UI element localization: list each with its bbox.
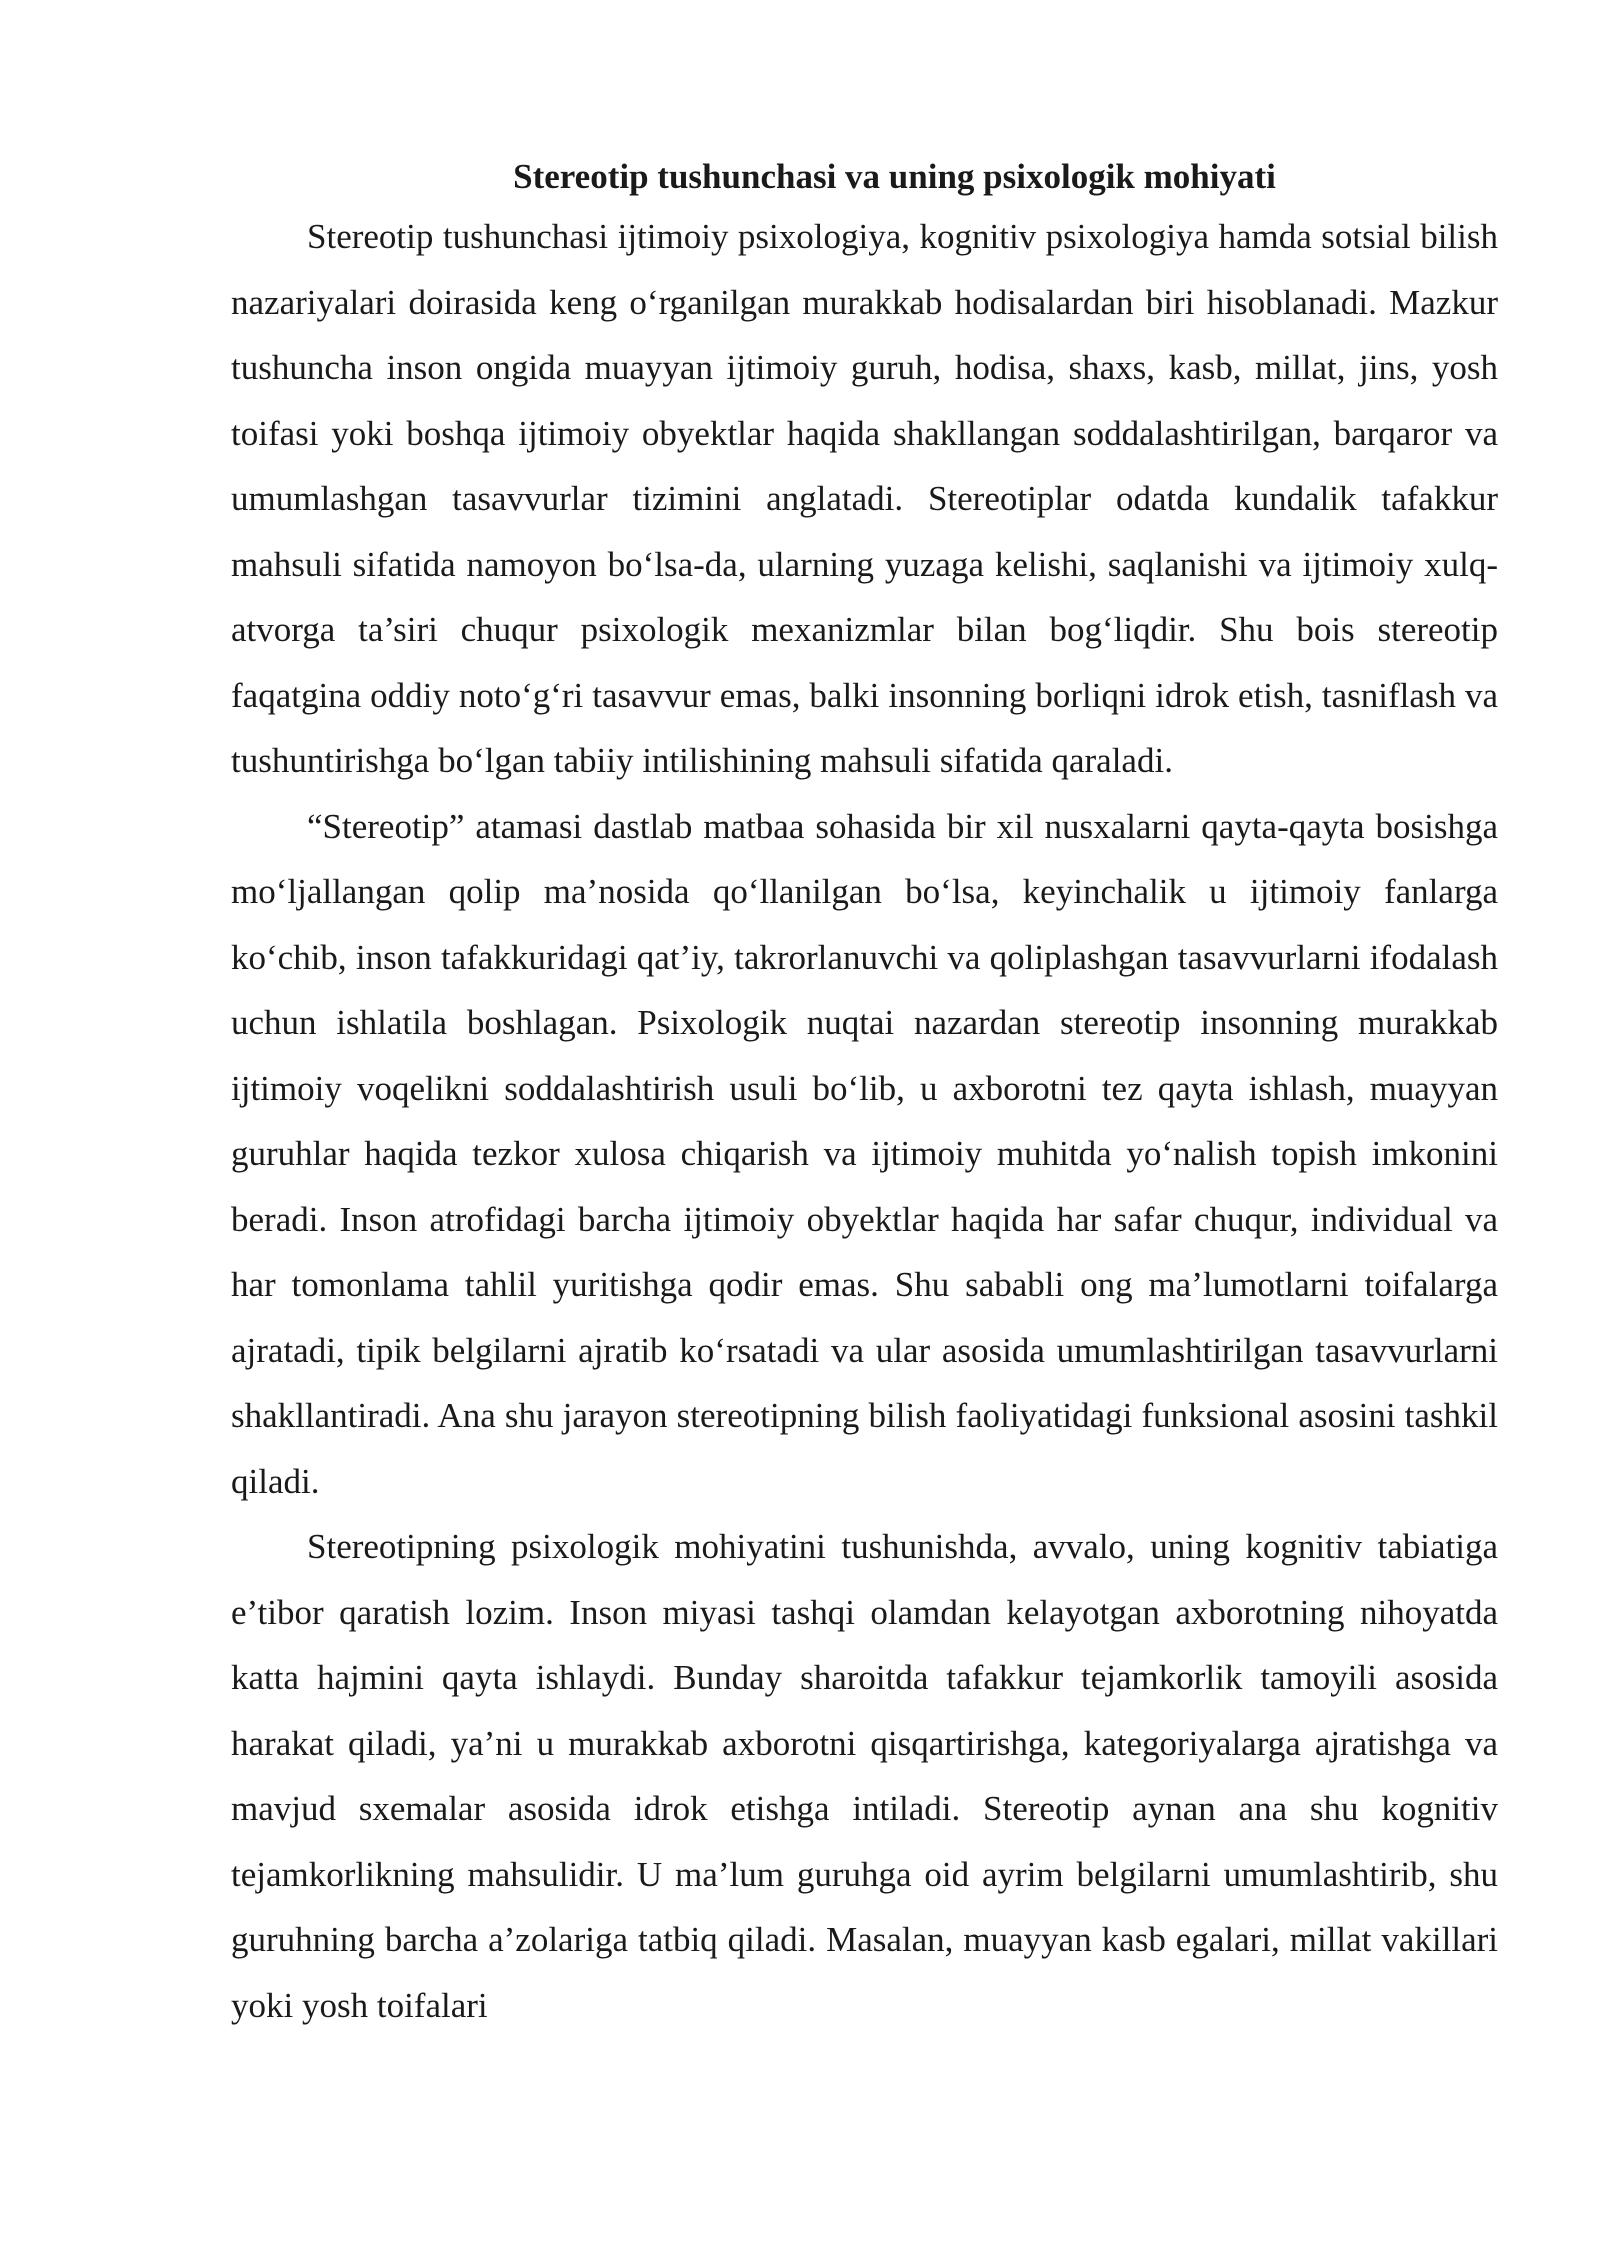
paragraph-2: “Stereotip” atamasi dastlab matbaa sohasida bir xil nusxalarni qayta-qayta bosishga mo‘ljallangan qolip ma’nosida qo‘llanilgan bo‘lsa, keyinchalik u ijtimoiy fanlarga ko‘chib, inson tafakkuridagi qat’iy, takrorlanuvchi va qoliplashgan tasavvurlarni ifodalash uchun ishlatila boshlagan. Psixologik nuqtai nazardan stereotip insonning murakkab ijtimoiy voqelikni soddalashtirish usuli bo‘lib, u axborotni tez qayta ishlash, muayyan guruhlar haqida tezkor xulosa chiqarish va ijtimoiy muhitda yo‘nalish topish imkonini beradi. Inson atrofidagi barcha ijtimoiy obyektlar haqida har safar chuqur, individual va har tomonlama tahlil yuritishga qodir emas. Shu sababli ong ma’lumotlarni toifalarga ajratadi, tipik belgilarni ajratib ko‘rsatadi va ular asosida umumlashtirilgan tasavvurlarni shakllantiradi. Ana shu jarayon stereotipning bilish faoliyatidagi funksional asosini tashkil qiladi. xyxy=(231,806,1498,1501)
document-page xyxy=(231,150,1498,2038)
paragraph-3: Stereotipning psixologik mohiyatini tushunishda, avvalo, uning kognitiv tabiatiga e’tibor qaratish lozim. Inson miyasi tashqi olamdan kelayotgan axborotning nihoyatda katta hajmini qayta ishlaydi. Bunday sharoitda tafakkur tejamkorlik tamoyili asosida harakat qiladi, ya’ni u murakkab axborotni qisqartirishga, kategoriyalarga ajratishga va mavjud sxemalar asosida idrok etishga intiladi. Stereotip aynan ana shu kognitiv tejamkorlikning mahsulidir. U ma’lum guruhga oid ayrim belgilarni umumlashtirib, shu guruhning barcha a’zolariga tatbiq qiladi. Masalan, muayyan kasb egalari, millat vakillari yoki yosh toifalari xyxy=(231,1527,1498,2025)
document-title: Stereotip tushunchasi va uning psixologik mohiyati xyxy=(513,157,1276,196)
paragraph-1: Stereotip tushunchasi ijtimoiy psixologiya, kognitiv psixologiya hamda sotsial bilish nazariyalari doirasida keng o‘rganilgan murakkab hodisalardan biri hisoblanadi. Mazkur tushuncha inson ongida muayyan ijtimoiy guruh, hodisa, shaxs, kasb, millat, jins, yosh toifasi yoki boshqa ijtimoiy obyektlar haqida shakllangan soddalashtirilgan, barqaror va umumlashgan tasavvurlar tizimini anglatadi. Stereotiplar odatda kundalik tafakkur mahsuli sifatida namoyon bo‘lsa-da, ularning yuzaga kelishi, saqlanishi va ijtimoiy xulq-atvorga ta’siri chuqur psixologik mexanizmlar bilan bog‘liqdir. Shu bois stereotip faqatgina oddiy noto‘g‘ri tasavvur emas, balki insonning borliqni idrok etish, tasniflash va tushuntirishga bo‘lgan tabiiy intilishining mahsuli sifatida qaraladi. xyxy=(231,217,1498,780)
